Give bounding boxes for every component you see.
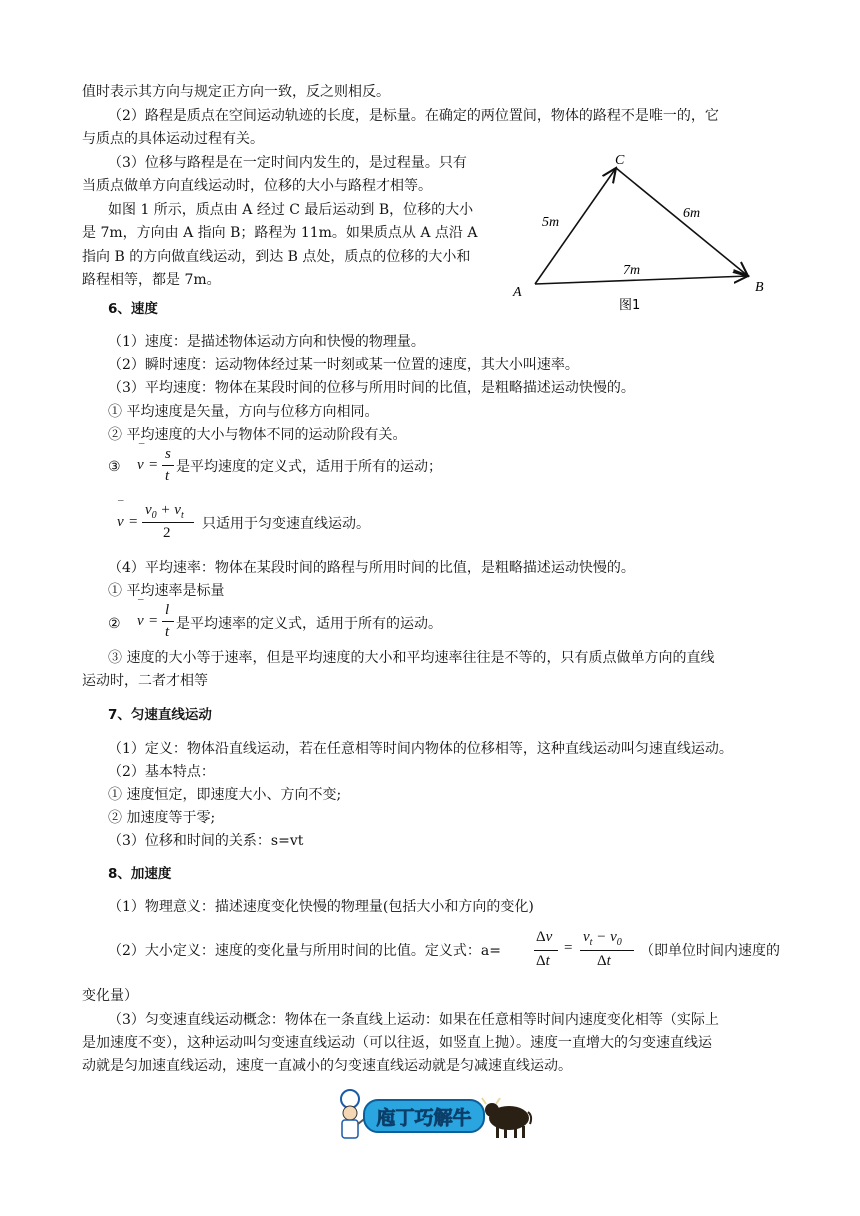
- sec6-line5: ② 平均速度的大小与物体不同的运动阶段有关。: [108, 427, 407, 443]
- sec8-line2-text: （2）大小定义：速度的变化量与所用时间的比值。定义式：a=: [108, 943, 501, 959]
- sec6-line9: ① 平均速率是标量: [108, 583, 225, 599]
- sec6-line4: ① 平均速度是矢量，方向与位移方向相同。: [108, 404, 379, 420]
- side-cb-label: 6m: [683, 206, 701, 221]
- figure-caption: 图1: [619, 298, 641, 313]
- para-fig-line3: 指向 B 的方向做直线运动，到达 B 点处，质点的位移的大小和: [82, 249, 471, 265]
- sec6-item3-text: 是平均速度的定义式，适用于所有的运动；: [176, 459, 442, 475]
- sec7-line3: ① 速度恒定，即速度大小、方向不变;: [108, 787, 342, 803]
- sec6-item3-mark: ③: [108, 459, 121, 475]
- segment-ab: [535, 276, 748, 284]
- sec6-line3: （3）平均速度：物体在某段时间的位移与所用时间的比值，是粗略描述运动快慢的。: [108, 380, 635, 396]
- sec6-line8: （4）平均速率：物体在某段时间的路程与所用时间的比值，是粗略描述运动快慢的。: [108, 560, 635, 576]
- sec6-item2-text: 是平均速率的定义式，适用于所有的运动。: [176, 616, 442, 632]
- label-a: A: [513, 285, 522, 300]
- section-6-title: 6、速度: [108, 301, 158, 317]
- sec6-line11b: 运动时，二者才相等: [82, 673, 208, 689]
- sec7-line4: ② 加速度等于零;: [108, 810, 216, 826]
- section-7-title: 7、匀速直线运动: [108, 707, 212, 723]
- sec6-line2: （2）瞬时速度：运动物体经过某一时刻或某一位置的速度，其大小叫速率。: [108, 357, 579, 373]
- sec7-line1: （1）定义：物体沿直线运动，若在任意相等时间内物体的位移相等，这种直线运动叫匀速直线运动。: [108, 741, 733, 757]
- side-ab-label: 7m: [623, 263, 641, 278]
- sec6-uniform-text: 只适用于匀变速直线运动。: [202, 516, 370, 532]
- brand-logo: [324, 1086, 534, 1146]
- segment-cb: [616, 168, 748, 276]
- side-ac-label: 5m: [542, 215, 560, 230]
- sec8-line2-tail: （即单位时间内速度的: [640, 943, 780, 959]
- sec8-line3a: （3）匀变速直线运动概念：物体在一条直线上运动：如果在任意相等时间内速度变化相等（实际上: [108, 1012, 719, 1028]
- sec6-line1: （1）速度：是描述物体运动方向和快慢的物理量。: [108, 334, 425, 350]
- sec8-line2b: 变化量）: [82, 988, 138, 1004]
- document-page: 值时表示其方向与规定正方向一致，反之则相反。 （2）路程是质点在空间运动轨迹的长度，是标量。在确定的两位置间，物体的路程不是唯一的，它 与质点的具体运动过程有关。 （3）位移与路程是在一定时间内发生的，是过程量。只有 当质点做单方向直线运动时，位移的大小与路程才相等。 如图 1 所示，质点由 A 经过 C 最后运动到 B，位移的大小 是 7m，方向由 A 指向 B；路程为 11m。如果质点从 A 点沿 A 指向 B 的方向做直线运动，到达 B 点处，质点的位移的大小和 路程相等，都是 7m。 C A B 5m 6m 7m 图1 6、速度 （1）速度：是描述物体运动方向和快慢的物理量。 （2）瞬时速度：运动物体经过某一时刻或某一位置的速度，其大小叫速率。 （3）平均速度：物体在某段时间的位移与所用时间的比值，是粗略描述运动快慢的。 ① 平均速度是矢量，方向与位移方向相同。 ② 平均速度的大小与物体不同的运动阶段有关。 ③ ¯ v = s t 是平均速度的定义式，适用于所有的运动； ¯ v = $v_0 + v_t$ 2 只适用于匀变速直线运动。 （4）平均速率：物体在某段时间的路程与所用时间的比值，是粗略描述运动快慢的。 ① 平均速率是标量 ② ¯ v = l t 是平均速率的定义式，适用于所有的运动。 ③ 速度的大小等于速率，但是平均速度的大小和平均速率往往是不等的，只有质点做单方向的直线 运动时，二者才相等 7、匀速直线运动 （1）定义：物体沿直线运动，若在任意相等时间内物体的位移相等，这种直线运动叫匀速直线运动。 （2）基本特点： ① 速度恒定，即速度大小、方向不变; ② 加速度等于零; （3）位移和时间的关系：s=vt 8、加速度 （1）物理意义：描述速度变化快慢的物理量(包括大小和方向的变化) （2）大小定义：速度的变化量与所用时间的比值。定义式：a= Δv Δt = $v_t - v_0$ Δt （即单位时间内速度的 变化量） （3）匀变速直线运动概念：物体在一条直线上运动：如果在任意相等时间内速度变化相等（实际上 是加速度不变），这种运动叫匀变速直线运动（可以往返，如竖直上抛）。速度一直增大的匀变速直线运 动就是匀加速直线运动，速度一直减小的匀变速直线运动就是匀减速直线运动。 庖丁巧解牛: [0, 0, 860, 1216]
- sec7-line5: （3）位移和时间的关系：s=vt: [108, 833, 304, 849]
- section-8-title: 8、加速度: [108, 866, 172, 882]
- sec7-line2: （2）基本特点：: [108, 764, 215, 780]
- para-fig-line4: 路程相等，都是 7m。: [82, 272, 221, 288]
- sec6-line11a: ③ 速度的大小等于速率，但是平均速度的大小和平均速率往往是不等的，只有质点做单方向的直线: [108, 650, 715, 666]
- sec6-item2-mark: ②: [108, 616, 121, 632]
- para-intro-tail: 值时表示其方向与规定正方向一致，反之则相反。: [82, 84, 390, 100]
- para-3-line1: （3）位移与路程是在一定时间内发生的，是过程量。只有: [108, 155, 467, 171]
- label-b: B: [755, 280, 764, 295]
- label-c: C: [615, 153, 625, 168]
- svg-text:庖丁巧解牛: 庖丁巧解牛: [376, 1107, 472, 1129]
- para-fig-line2: 是 7m，方向由 A 指向 B；路程为 11m。如果质点从 A 点沿 A: [82, 225, 478, 241]
- para-2-line2: 与质点的具体运动过程有关。: [82, 131, 264, 147]
- sec8-line3c: 动就是匀加速直线运动，速度一直减小的匀变速直线运动就是匀减速直线运动。: [82, 1058, 572, 1074]
- para-2-line1: （2）路程是质点在空间运动轨迹的长度，是标量。在确定的两位置间，物体的路程不是唯一的，它: [108, 108, 719, 124]
- sec8-line1: （1）物理意义：描述速度变化快慢的物理量(包括大小和方向的变化): [108, 899, 534, 915]
- para-3-line2: 当质点做单方向直线运动时，位移的大小与路程才相等。: [82, 178, 432, 194]
- para-fig-line1: 如图 1 所示，质点由 A 经过 C 最后运动到 B，位移的大小: [108, 202, 474, 218]
- sec8-line3b: 是加速度不变），这种运动叫匀变速直线运动（可以往返，如竖直上抛）。速度一直增大的匀变速直线运: [82, 1035, 712, 1051]
- triangle-figure: [505, 148, 775, 318]
